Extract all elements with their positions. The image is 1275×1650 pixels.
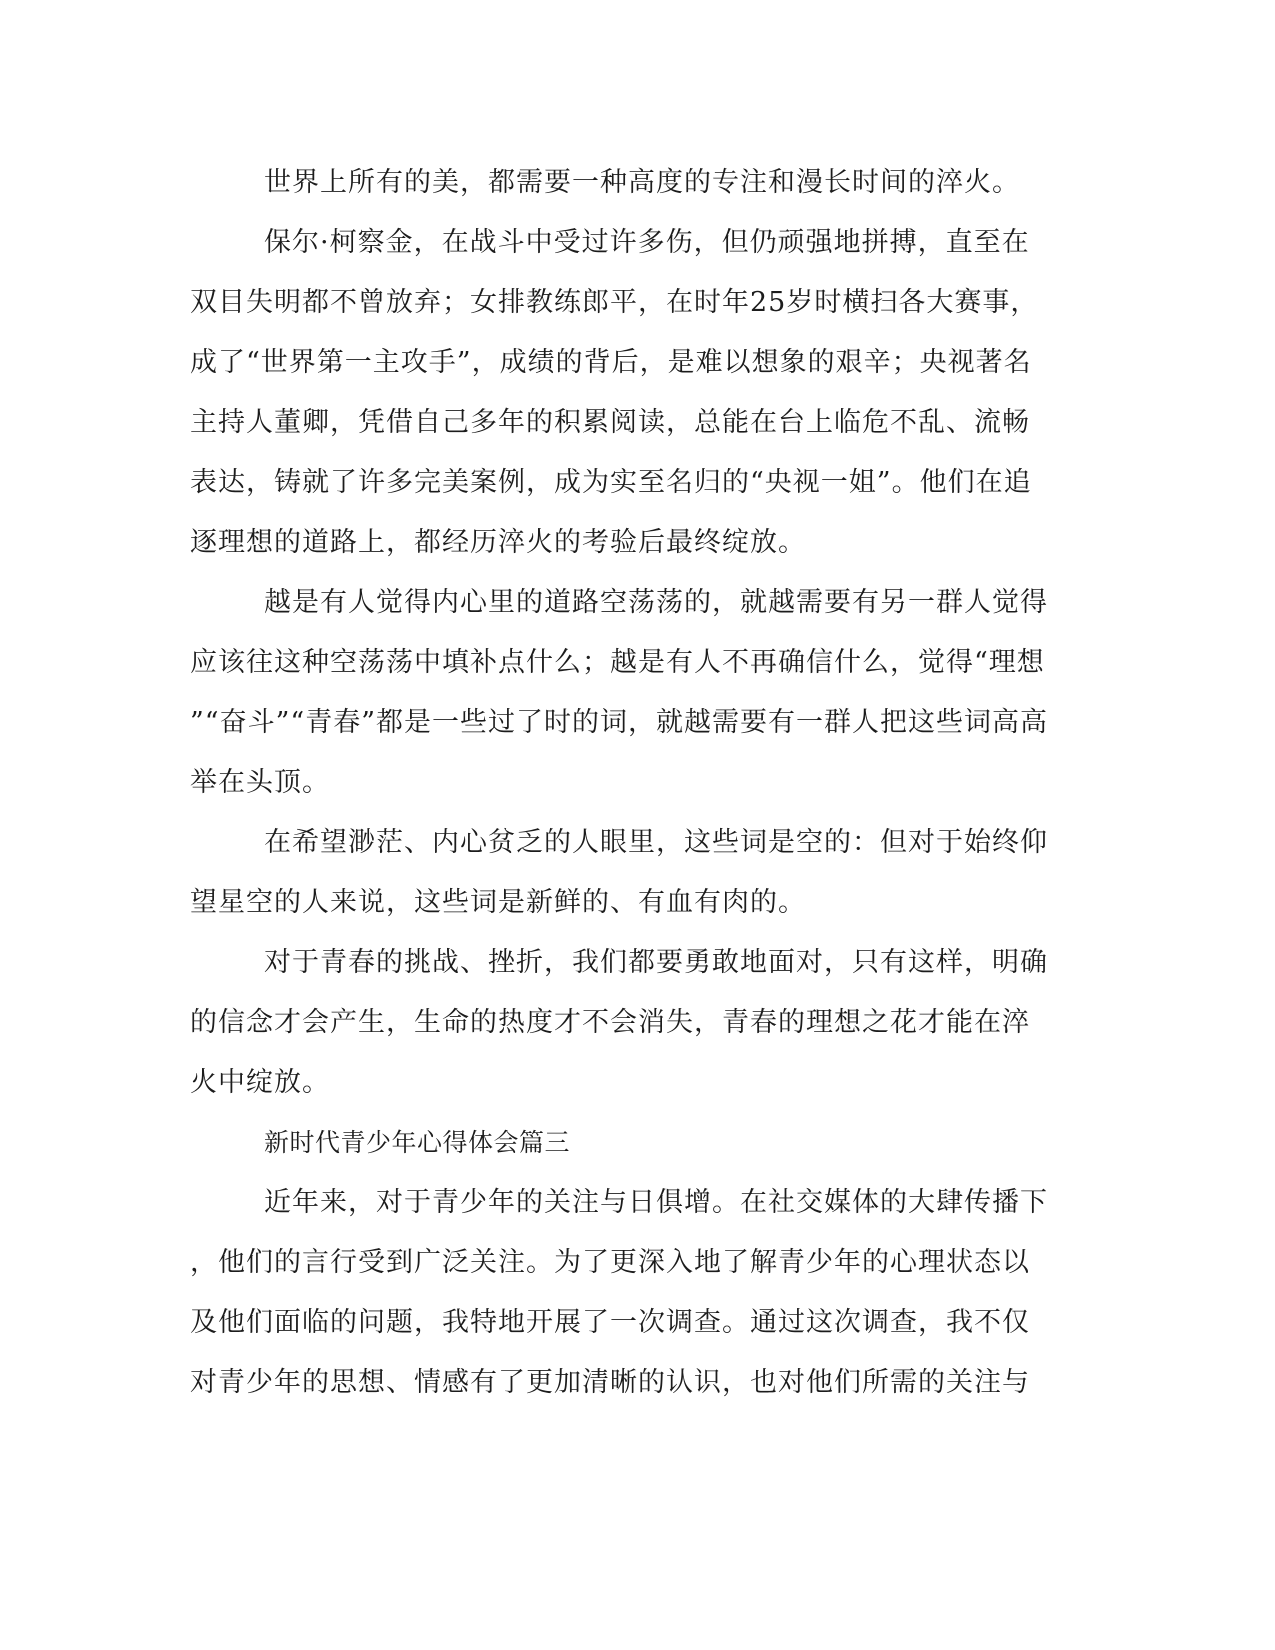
paragraph-line: ，他们的言行受到广泛关注。为了更深入地了解青少年的心理状态以 (190, 1247, 1030, 1278)
paragraph-line: 近年来，对于青少年的关注与日俱增。在社交媒体的大肆传播下 (264, 1187, 1048, 1218)
paragraph-line: 望星空的人来说，这些词是新鲜的、有血有肉的。 (190, 887, 806, 918)
paragraph-line: 对青少年的思想、情感有了更加清晰的认识，也对他们所需的关注与 (190, 1367, 1030, 1398)
paragraph-line: 主持人董卿，凭借自己多年的积累阅读，总能在台上临危不乱、流畅 (190, 407, 1030, 438)
paragraph-line: 应该往这种空荡荡中填补点什么；越是有人不再确信什么，觉得“理想 (190, 647, 1045, 678)
section-heading: 新时代青少年心得体会篇三 (264, 1128, 571, 1157)
paragraph-line: 保尔·柯察金，在战斗中受过许多伤，但仍顽强地拼搏，直至在 (264, 227, 1030, 258)
paragraph-line: 的信念才会产生，生命的热度才不会消失，青春的理想之花才能在淬 (190, 1007, 1030, 1038)
paragraph-line: ”“奋斗”“青春”都是一些过了时的词，就越需要有一群人把这些词高高 (190, 707, 1049, 738)
paragraph-line: 成了“世界第一主攻手”，成绩的背后，是难以想象的艰辛；央视著名 (190, 347, 1032, 378)
paragraph-line: 及他们面临的问题，我特地开展了一次调查。通过这次调查，我不仅 (190, 1307, 1030, 1338)
paragraph-line: 对于青春的挑战、挫折，我们都要勇敢地面对，只有这样，明确 (264, 947, 1048, 978)
paragraph-line: 在希望渺茫、内心贫乏的人眼里，这些词是空的：但对于始终仰 (264, 827, 1048, 858)
paragraph-line: 双目失明都不曾放弃；女排教练郎平，在时年25岁时横扫各大赛事， (190, 287, 1039, 318)
paragraph-line: 表达，铸就了许多完美案例，成为实至名归的“央视一姐”。他们在追 (190, 467, 1032, 498)
paragraph-line: 世界上所有的美，都需要一种高度的专注和漫长时间的淬火。 (264, 167, 1020, 198)
paragraph-line: 火中绽放。 (190, 1067, 330, 1098)
paragraph-line: 逐理想的道路上，都经历淬火的考验后最终绽放。 (190, 527, 806, 558)
paragraph-line: 越是有人觉得内心里的道路空荡荡的，就越需要有另一群人觉得 (264, 587, 1048, 618)
paragraph-line: 举在头顶。 (190, 767, 330, 798)
